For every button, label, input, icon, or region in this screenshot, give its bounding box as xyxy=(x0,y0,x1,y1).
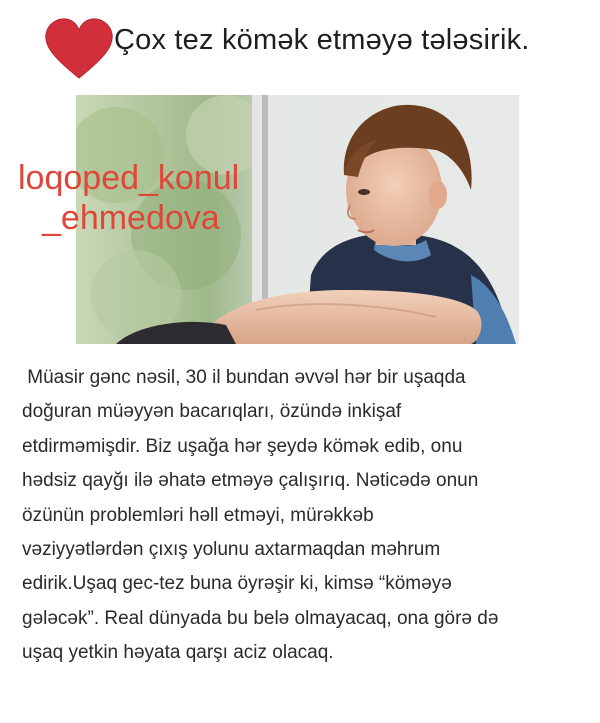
article-line: gələcək”. Real dünyada bu belə olmayacaq, ona görə də xyxy=(22,607,499,629)
header xyxy=(0,0,600,90)
article-line: vəziyyətlərdən çıxış yolunu axtarmaqdan məhrum xyxy=(22,539,441,561)
article-line: özünün problemləri həll etməyi, mürəkkəb xyxy=(22,504,374,526)
article-line: etdirməmişdir. Biz uşağa hər şeydə kömək edib, onu xyxy=(22,435,463,457)
watermark-line-1: loqoped_konul xyxy=(18,159,240,197)
article-line: Müasir gənc nəsil, 30 il bundan əvvəl hər bir uşaqda xyxy=(22,367,466,388)
article-line: uşaq yetkin həyata qarşı aciz olacaq. xyxy=(22,642,334,664)
article-line: edirik.Uşaq gec-tez buna öyrəşir ki, kimsə “köməyə xyxy=(22,573,452,595)
watermark-line-2: _ehmedova xyxy=(42,199,220,237)
article-text xyxy=(22,361,584,671)
article-line: doğuran müəyyən bacarıqları, özündə inkişaf xyxy=(22,401,402,423)
watermark xyxy=(18,158,239,238)
article-line: hədsiz qayğı ilə əhatə etməyə çalışırıq. Nəticədə onun xyxy=(22,470,479,492)
heart-icon xyxy=(44,18,114,80)
page-title: Çox tez kömək etməyə tələsirik. xyxy=(114,24,530,56)
